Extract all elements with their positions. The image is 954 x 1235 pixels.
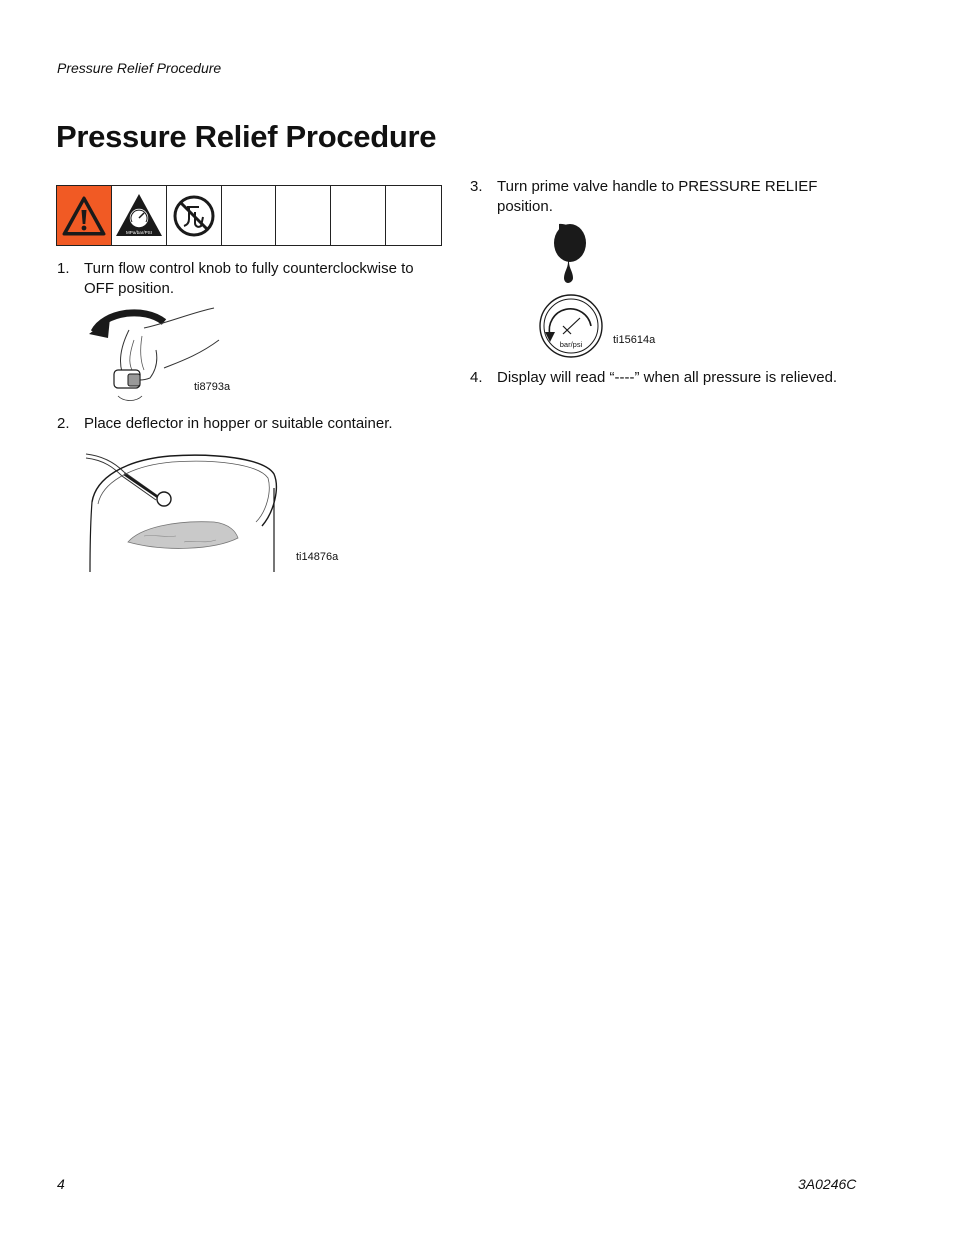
empty-icon-cell	[331, 186, 386, 245]
step-2	[57, 414, 447, 434]
step-3	[470, 177, 870, 217]
empty-icon-cell	[386, 186, 441, 245]
step-number: 4.	[470, 369, 483, 386]
step-text: Display will read “----” when all pressure is relieved.	[497, 369, 838, 386]
document-id: 3A0246C	[798, 1176, 857, 1192]
running-header: Pressure Relief Procedure	[57, 60, 222, 76]
figure-label: ti14876a	[296, 551, 339, 563]
warning-icon-strip	[56, 185, 442, 246]
gauge-units-label: MPa/bar/PSI	[125, 229, 152, 235]
prime-valve-gauge-illustration	[536, 222, 606, 362]
gauge-units-label: bar/psi	[559, 340, 583, 349]
flow-control-knob-illustration	[84, 300, 234, 410]
step-1	[57, 259, 447, 299]
step-text	[84, 259, 414, 298]
empty-icon-cell	[276, 186, 331, 245]
step-4	[470, 368, 890, 388]
warning-triangle-icon	[57, 186, 112, 245]
step-number: 3.	[470, 178, 483, 195]
step-number: 2.	[57, 415, 70, 432]
pressure-gauge-icon	[112, 186, 167, 245]
step-text-line: OFF position.	[84, 279, 175, 297]
page-title: Pressure Relief Procedure	[56, 119, 437, 154]
figure-label: ti8793a	[194, 381, 231, 393]
figure-label: ti15614a	[613, 334, 656, 346]
no-hand-icon	[167, 186, 222, 245]
step-text-line: Turn flow control knob to fully counterclockwise to	[84, 260, 414, 277]
step-text	[497, 177, 817, 216]
step-text-line: position.	[497, 197, 553, 215]
hopper-deflector-illustration	[84, 448, 284, 574]
step-text-line: Turn prime valve handle to PRESSURE RELIEF	[497, 178, 818, 195]
step-number: 1.	[57, 260, 70, 277]
step-text: Place deflector in hopper or suitable container.	[84, 415, 393, 432]
page-number: 4	[57, 1176, 65, 1192]
empty-icon-cell	[222, 186, 277, 245]
